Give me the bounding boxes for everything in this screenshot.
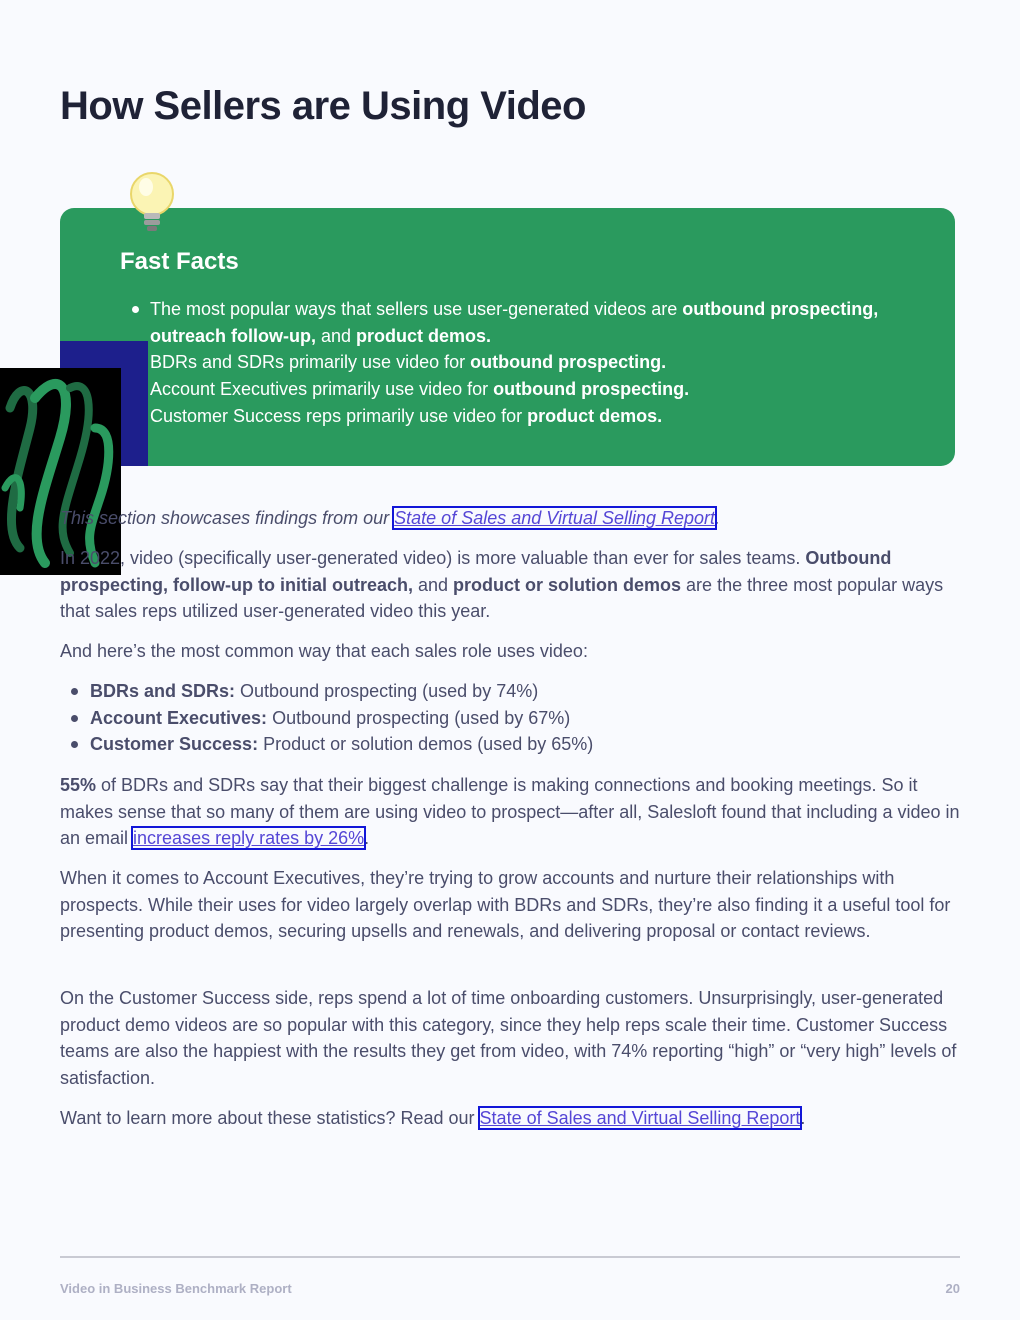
lightbulb-icon [108,160,204,240]
fast-facts-list [150,296,910,430]
fast-fact-item: The most popular ways that sellers use user-generated videos are outbound prospecting, outreach follow-up, and product demos. [150,296,910,349]
fast-fact-item: Customer Success reps primarily use video for product demos. [150,405,663,426]
page-number: 20 [945,1281,960,1296]
roles-list [90,678,593,758]
fast-facts-card [60,208,955,466]
reply-rates-link[interactable]: increases reply rates by 26% [133,828,365,849]
decorative-scribble-graphic [0,368,121,575]
paragraph: And here’s the most common way that each sales role uses video: [60,641,588,661]
report-link[interactable]: State of Sales and Virtual Selling Report [394,508,716,528]
list-item: Customer Success: Product or solution demos (used by 65%) [90,731,593,758]
fast-fact-item: BDRs and SDRs primarily use video for outbound prospecting. [150,352,667,373]
paragraph: When it comes to Account Executives, they’re trying to grow accounts and nurture their relationships with prospects. While their uses for video largely overlap with BDRs and SDRs, they’re also finding it a useful tool for presenting product demos, securing upsells and renewals, and delivering proposal or contact reviews. [60,868,951,942]
page-title: How Sellers are Using Video [60,84,586,128]
fast-facts-title: Fast Facts [120,248,239,275]
paragraph: 55% of BDRs and SDRs say that their biggest challenge is making connections and booking meetings. So it makes sense that so many of them are using video to prospect—after all, Salesloft found that including a video in an email increases reply rates by 26%. [60,775,960,849]
list-item: Account Executives: Outbound prospecting (used by 67%) [90,705,593,732]
paragraph: In 2022, video (specifically user-generated video) is more valuable than ever for sales teams. Outbound prospecting, follow-up to initial outreach, and product or solution demos are the three most popular ways that sales reps utilized user-generated video this year. [60,548,944,622]
list-item: BDRs and SDRs: Outbound prospecting (used by 74%) [90,678,593,705]
fast-fact-item: Account Executives primarily use video for outbound prospecting. [150,379,690,400]
footer-divider [60,1256,960,1258]
footer-report-title: Video in Business Benchmark Report [60,1281,292,1296]
report-link[interactable]: State of Sales and Virtual Selling Report [479,1108,801,1128]
paragraph: Want to learn more about these statistics? Read our State of Sales and Virtual Selling Report. [60,1108,806,1128]
paragraph: On the Customer Success side, reps spend a lot of time onboarding customers. Unsurprisingly, user-generated product demo videos are so popular with this category, since they help reps scale their time. Customer Success teams are also the happiest with the results they get from video, with 74% reporting “high” or “very high” levels of satisfaction. [60,988,957,1089]
intro-text: This section showcases findings from our State of Sales and Virtual Selling Report. [60,508,721,528]
